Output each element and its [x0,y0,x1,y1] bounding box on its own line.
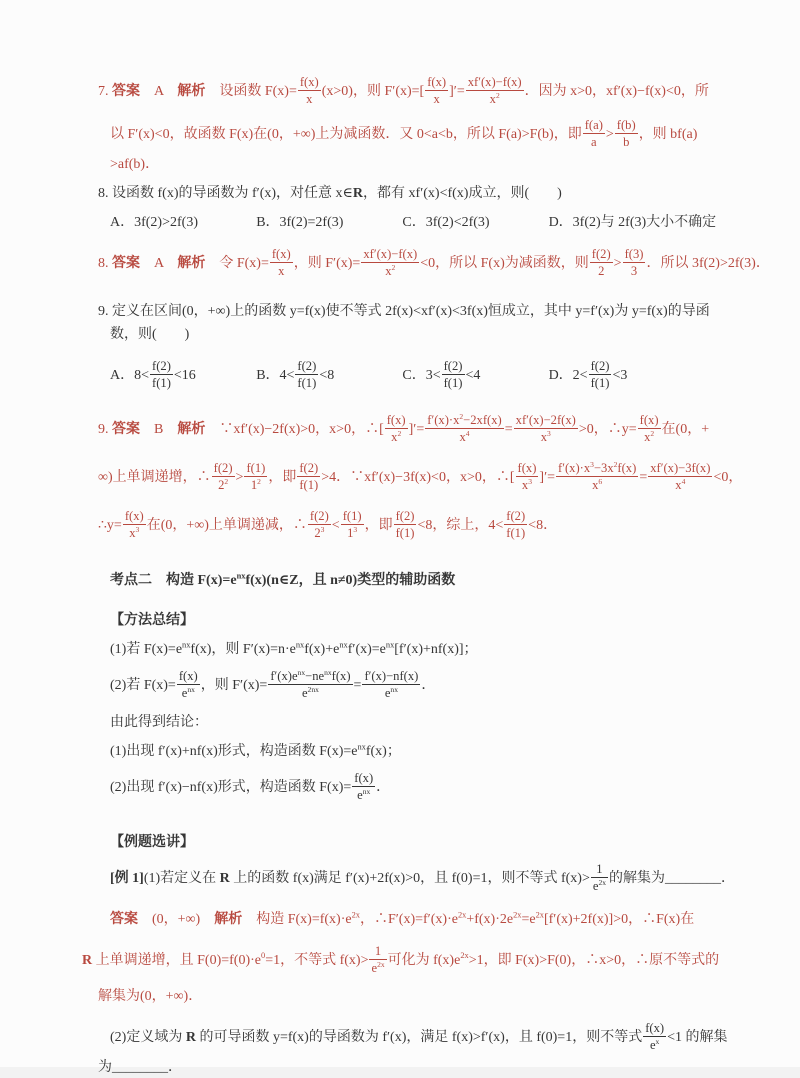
bold-text: R [352,186,364,202]
fraction [150,359,173,390]
fraction [123,509,146,540]
question-8-options-D: D．3f(2)与 2f(3)大小不确定 [548,215,717,231]
fraction [394,509,417,540]
fraction-denominator: f(1) [395,526,415,541]
fraction [297,461,320,492]
fraction-denominator: $e^{nx}$ [181,685,195,701]
answer-8-line-1: 8. 答案 A 解析 令 F(x)= $\frac{f(x)}{x}$ ，则 F′(x)= $\frac{xf'(x)-f(x)}{x^2}$ <0，所以 F(x)为减函数，则 $\frac{f(2)}{2}$ > $\frac{f(3)}{3}$ ．所以 3f(2)>2f(3)． [98,247,770,279]
fraction [177,669,200,700]
fraction-denominator: f(1) [152,375,171,390]
superscript: 2 [495,90,500,100]
superscript: 0 [261,951,266,961]
question-9-options-D: D．2< $\frac{f(2)}{f(1)}$ <3 [548,358,628,390]
superscript: nx [357,741,366,751]
fraction-numerator: f(x) [177,669,200,685]
conclusion-1: (1)出现 f′(x)+nf(x)形式，构造函数 $F(x)=e^{nx}f(x)$； [110,741,401,759]
answer-7-line-3: >af(b)． [110,157,160,173]
fraction-denominator: $1^2$ [250,476,261,493]
bold-text: R [219,870,230,886]
fraction [362,669,420,700]
fraction-denominator: a [591,135,597,150]
fraction-numerator: f(2) [295,359,318,375]
fraction [638,413,661,444]
fraction [341,509,364,540]
fraction-denominator: $x^6$ [592,476,603,493]
superscript: nx [295,640,305,650]
fraction [591,862,608,893]
example-1-answer-line-1: 答案 (0，+∞) 解析 构造 $F(x)=f(x)\cdot e^{2x}$，$\therefore F'(x)=f'(x)\cdot e^{2x}+f(x)\cdot 2e^{2x}=e^{2x}[f'(x)+2f(x)]>0$，∴F(x)在 [110,910,695,927]
fraction-numerator: f(b) [615,118,638,134]
question-9-options [82,358,790,393]
bold-text: 解析 [177,83,206,99]
answer-7-line-1: 7. 答案 A 解析 设函数 F(x)= $\frac{f(x)}{x}$ (x>0)，则 F′(x)=[ $\frac{f(x)}{x}$ ]′= $\frac{xf'(x)-f(x)}{x^2}$ ．因为 x>0，xf′(x)−f(x)<0，所 [98,75,709,107]
fraction-numerator: f(x) [385,413,408,429]
fraction [295,359,318,390]
document-body [82,74,790,1078]
fraction [361,247,419,278]
fraction-denominator: x [306,92,313,107]
fraction-denominator: $x^2$ [385,263,396,279]
question-9-stem-line-2: 数，则( ) [110,326,190,342]
fraction-denominator: $1^3$ [347,525,358,541]
method-rule-2: (2)若 F(x)= $\frac{f(x)}{e^{nx}}$ ，则 F′(x)= $\frac{f'(x)e^{nx}-ne^{nx}f(x)}{e^{2nx}}$ = $\frac{f'(x)-nf(x)}{e^{nx}}$ ． [110,668,436,701]
superscript: nx [390,685,398,695]
fraction-numerator: f(2) [394,509,417,525]
superscript: 2 [650,428,655,438]
fraction [466,75,524,106]
bold-text: 答案 [110,911,138,927]
fraction-numerator: f(x) [270,247,293,263]
fraction-numerator: f(2) [504,509,527,525]
fraction-denominator: $2^3$ [314,525,325,541]
superscript: 2 [613,459,618,469]
conclusion-2: (2)出现 f′(x)−nf(x)形式，构造函数 F(x)= $\frac{f(x)}{e^{nx}}$ ． [110,770,391,802]
bold-text: R [185,1029,196,1045]
superscript: nx [362,786,371,796]
fraction-numerator: f(x) [638,413,661,429]
superscript: 3 [320,525,325,535]
example-section-heading [82,832,790,853]
superscript: 2x [457,910,467,920]
fraction-denominator: $x^3$ [129,525,140,541]
superscript: nx [187,685,195,695]
fraction-numerator: 1 [591,862,608,878]
fraction-denominator: 2 [598,264,605,279]
fraction [504,509,527,540]
superscript: x [655,1036,660,1046]
bold-text: 答案 [112,421,140,437]
fraction-denominator: f(1) [506,526,526,541]
fraction-numerator: f(x) [425,75,448,91]
fraction [583,118,605,149]
bold-text: 答案 [112,83,140,99]
fraction-numerator: f(2) [589,359,612,375]
fraction [623,247,646,278]
superscript: 6 [598,476,603,486]
fraction-denominator: $e^{2x}$ [592,877,606,893]
question-8-options-B: B．3f(2)=2f(3) [256,215,344,231]
question-8-options-C: C．3f(2)<2f(3) [402,215,490,231]
fraction [556,461,638,492]
fraction-denominator: f(1) [299,478,319,493]
superscript: 2 [397,428,402,438]
bold-text: 考点二 构造 $F(x)=e^{nx}f(x)(n\in Z$，且 n≠0)类型的辅助函数 [110,571,456,589]
answer-9-line-2: ∞)上单调递增，∴ $\frac{f(2)}{2^2}$ > $\frac{f(1)}{1^2}$ ，即 $\frac{f(2)}{f(1)}$ >4．∵xf′(x)−3f(x)<0，x>0，∴[ $\frac{f(x)}{x^3}$ ]′= $\frac{f'(x)\cdot x^3-3x^2f(x)}{x^6}$ = $\frac{xf'(x)-3f(x)}{x^4}$ <0， [98,459,743,493]
superscript: 3 [353,525,358,535]
fraction-numerator: f(3) [623,247,646,263]
fraction [590,247,613,278]
fraction-denominator: $x^2$ [391,428,402,444]
fraction-denominator: $x^2$ [489,90,500,107]
fraction [648,461,712,492]
fraction-denominator: f(1) [297,375,317,390]
fraction-denominator: $x^4$ [675,476,686,493]
fraction [516,461,539,492]
method-summary-heading [82,610,790,631]
method-rule-1: (1)若 $F(x)=e^{nx}f(x)$，则 $F'(x)=n\cdot e^{nx}f(x)+e^{nx}f'(x)=e^{nx}[f'(x)+nf(x)]$； [110,640,478,658]
fraction [212,461,235,492]
fraction-denominator: b [623,135,630,150]
bold-text: 答案 [112,256,140,272]
question-9-stem-line-1: 9. 定义在区间(0，+∞)上的函数 y=f(x)使不等式 2f(x)<xf′(x)<3f(x)恒成立，其中 y=f′(x)为 y=f(x)的导函 [98,303,710,319]
fraction-denominator: $x^2$ [644,428,655,444]
fraction [385,413,408,444]
superscript: 2x [460,951,469,961]
example-1-part-2-stem-line-1: (2)定义域为 R 的可导函数 y=f(x)的导函数为 f′(x)，满足 f(x)>f′(x)，且 f(0)=1，则不等式 $\frac{f(x)}{e^x}$ <1 的解集 [110,1021,728,1053]
superscript: 3 [590,459,594,469]
superscript: 3 [135,525,140,535]
fraction-numerator: xf′(x)−f(x) [466,75,524,91]
fraction-denominator: $2^2$ [218,476,229,493]
fraction [268,669,352,700]
question-8-options-A: A．3f(2)>2f(3) [110,215,198,231]
fraction-numerator: f(x) [643,1021,666,1037]
fraction-numerator: f(1) [244,461,267,477]
bold-text: R [82,952,93,968]
superscript: nx [385,640,395,650]
conclusion-intro: 由此得到结论： [110,714,208,730]
superscript: nx [182,640,191,650]
superscript: nx [236,571,246,581]
fraction-denominator: x [278,264,285,279]
bold-text: 【例题选讲】 [110,834,194,850]
fraction-numerator: f′(x)−nf(x) [362,669,420,685]
superscript: 4 [681,476,686,486]
superscript: nx [339,640,348,650]
bold-text: 解析 [177,421,206,437]
fraction-denominator: $x^3$ [540,428,551,444]
superscript: 4 [465,428,470,438]
superscript: 2x [351,910,360,920]
fraction-numerator: f(2) [590,247,613,263]
fraction-numerator: f(2) [308,509,331,525]
fraction-denominator: $e^{2nx}$ [301,685,319,701]
fraction-denominator: x [433,92,440,107]
fraction [352,771,375,802]
fraction [369,944,386,975]
answer-9-line-1: 9. 答案 B 解析 ∵xf′(x)−2f(x)>0，x>0，∴[ $\frac{f(x)}{x^2}$ ]′= $\frac{f'(x)\cdot x^2-2xf(x)}{x^4}$ = $\frac{xf'(x)-2f(x)}{x^3}$ >0，∴y= $\frac{f(x)}{x^2}$ 在(0，+ [98,411,710,444]
bold-text: [例 1] [110,870,144,886]
fraction-denominator: $e^{nx}$ [357,786,371,802]
fraction [425,413,503,444]
question-9-options-B: B．4< $\frac{f(2)}{f(1)}$ <8 [256,358,335,390]
example-1-answer-line-3: 解集为(0，+∞)． [98,989,203,1005]
fraction-denominator: 3 [630,264,638,279]
answer-7-line-2: 以 F′(x)<0，故函数 F(x)在(0，+∞)上为减函数．又 0<a<b，所以 F(a)>F(b)，即 $\frac{f(a)}{a}$ > $\frac{f(b)}{b}$ ，则 bf(a) [110,118,698,150]
bold-text: 【方法总结】 [110,613,194,629]
fraction-numerator: xf′(x)−3f(x) [648,461,712,477]
question-8-stem: 8. 设函数 f(x)的导函数为 f′(x)，对任意 x∈R，都有 xf′(x)<f(x)成立，则( ) [98,186,562,202]
fraction-numerator: f(2) [297,461,320,477]
fraction-numerator: f(x) [298,75,321,91]
fraction-denominator: f(1) [443,375,463,390]
superscript: 2 [391,263,396,273]
fraction [425,75,448,106]
superscript: 2x [535,910,544,920]
fraction-numerator: f(x) [516,461,539,477]
fraction [514,413,578,444]
example-1-answer-line-2: R 上单调递增，且 $F(0)=f(0)\cdot e^0=1$，不等式 f(x)> $\frac{1}{e^{2x}}$ 可化为 $f(x)e^{2x}>1$，即 F(x)>F(0)，∴x>0，∴原不等式的 [82,943,720,975]
example-1-part-1-stem: [例 1](1)若定义在 R 上的函数 f(x)满足 f′(x)+2f(x)>0，且 f(0)=1，则不等式 f(x)> $\frac{1}{e^{2x}}$ 的解集为________． [110,861,735,893]
fraction-numerator: $f'(x)e^{nx}-ne^{nx}f(x)$ [268,669,352,685]
superscript: 2x [513,910,522,920]
fraction [442,359,465,390]
superscript: 2x [598,877,606,887]
superscript: nx [297,668,306,678]
fraction [298,75,321,106]
fraction [589,359,612,390]
superscript: 2 [459,411,464,421]
fraction-numerator: f(2) [442,359,465,375]
fraction-denominator: $x^3$ [521,476,532,493]
bold-text: 解析 [214,911,243,927]
fraction-numerator: f(1) [341,509,364,525]
superscript: 2 [224,476,229,486]
bold-text: 解析 [177,256,206,272]
fraction-numerator: $f'(x)\cdot x^2-2xf(x)$ [425,413,503,429]
superscript: nx [324,668,332,678]
fraction-numerator: f(x) [123,509,146,525]
fraction [270,247,293,278]
superscript: 3 [528,476,532,486]
superscript: 2 [257,476,261,486]
question-8-options [82,212,790,233]
example-1-part-2-stem-line-2: 为________． [98,1060,182,1076]
fraction-denominator: $e^x$ [649,1036,660,1053]
question-9-options-C: C．3< $\frac{f(2)}{f(1)}$ <4 [402,358,481,390]
fraction [244,461,267,492]
superscript: 2nx [307,685,319,695]
fraction-numerator: 1 [369,944,386,960]
fraction-numerator: f(2) [212,461,235,477]
answer-9-line-3: ∴y= $\frac{f(x)}{x^3}$ 在(0，+∞)上单调递减，∴ $\frac{f(2)}{2^3}$ < $\frac{f(1)}{1^3}$ ，即 $\frac{f(2)}{f(1)}$ <8，综上，4< $\frac{f(2)}{f(1)}$ <8． [98,509,558,541]
fraction-numerator: xf′(x)−f(x) [361,247,419,263]
fraction-numerator: xf′(x)−2f(x) [514,413,578,429]
fraction [643,1021,666,1052]
fraction-numerator: f(a) [583,118,605,134]
fraction-numerator: f(2) [150,359,173,375]
question-9-options-A: A．8< $\frac{f(2)}{f(1)}$ <16 [110,358,196,390]
fraction-denominator: $e^{2x}$ [371,959,385,975]
fraction-denominator: $e^{nx}$ [384,685,398,701]
superscript: 3 [547,428,551,438]
fraction-numerator: f(x) [352,771,375,787]
section-heading-kaodian-2 [82,570,790,591]
superscript: 2x [377,959,385,969]
fraction-denominator: f(1) [590,375,610,390]
fraction [308,509,331,540]
fraction [615,118,638,149]
fraction-numerator: $f'(x)\cdot x^3-3x^2f(x)$ [556,461,638,477]
fraction-denominator: $x^4$ [459,428,470,444]
